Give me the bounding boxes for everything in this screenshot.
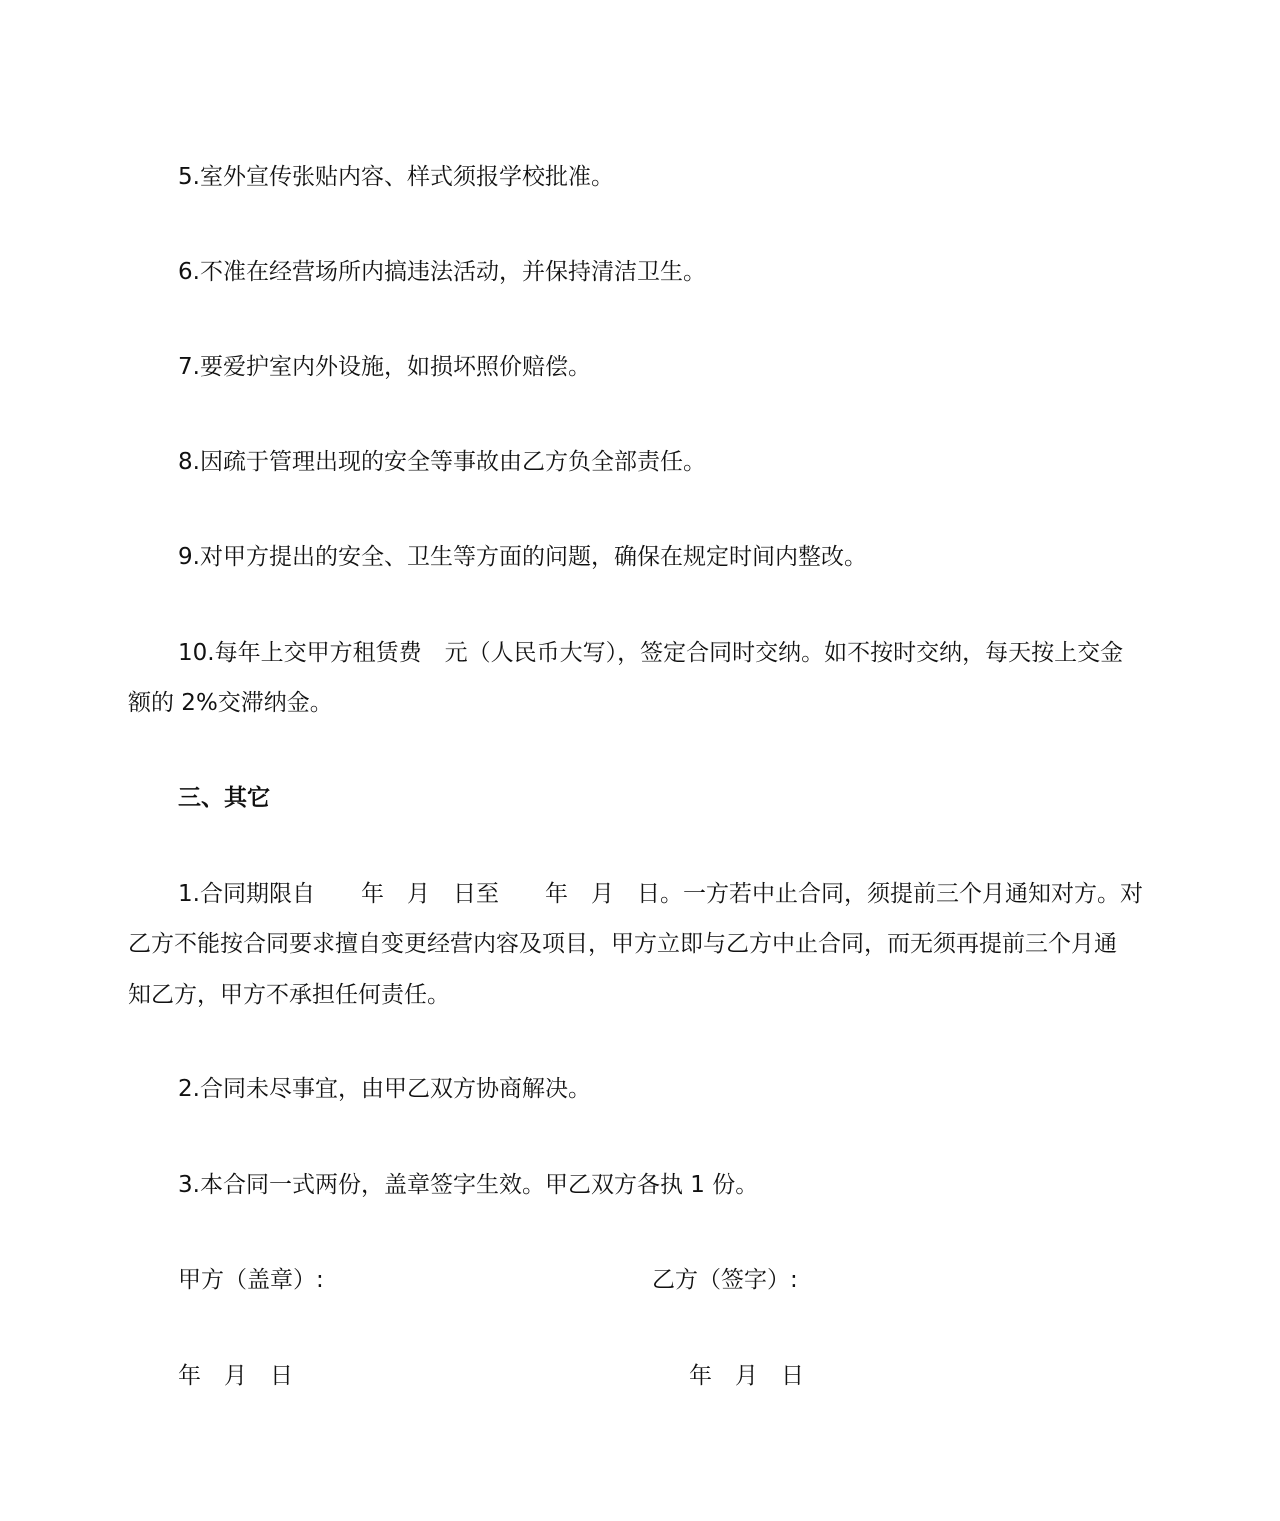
clause-item-10-line-1: 10.每年上交甲方租赁费 元（人民币大写），签定合同时交纳。如不按时交纳，每天按上交金: [178, 640, 1124, 666]
clause-item-6: 6.不准在经营场所内搞违法活动，并保持清洁卫生。: [178, 259, 706, 285]
party-a-seal-label: 甲方（盖章）:: [178, 1267, 324, 1293]
clause-item-5: 5.室外宣传张贴内容、样式须报学校批准。: [178, 164, 614, 190]
clause-item-8: 8.因疏于管理出现的安全等事故由乙方负全部责任。: [178, 449, 706, 475]
clause-item-9: 9.对甲方提出的安全、卫生等方面的问题，确保在规定时间内整改。: [178, 544, 867, 570]
other-clause-1-line-3: 知乙方，甲方不承担任何责任。: [128, 982, 450, 1008]
party-a-date: 年 月 日: [178, 1363, 293, 1389]
other-clause-2: 2.合同未尽事宜，由甲乙双方协商解决。: [178, 1076, 591, 1102]
clause-item-7: 7.要爱护室内外设施，如损坏照价赔偿。: [178, 354, 591, 380]
other-clause-1-line-2: 乙方不能按合同要求擅自变更经营内容及项目，甲方立即与乙方中止合同，而无须再提前三个月通: [128, 931, 1117, 957]
section-heading-others: 三、其它: [178, 785, 270, 811]
clause-item-10-line-2: 额的 2%交滞纳金。: [128, 690, 333, 716]
other-clause-3: 3.本合同一式两份，盖章签字生效。甲乙双方各执 1 份。: [178, 1172, 759, 1198]
other-clause-1-line-1: 1.合同期限自 年 月 日至 年 月 日。一方若中止合同，须提前三个月通知对方。对: [178, 881, 1143, 907]
party-b-date: 年 月 日: [689, 1363, 804, 1389]
party-b-signature-label: 乙方（签字）:: [652, 1267, 798, 1293]
